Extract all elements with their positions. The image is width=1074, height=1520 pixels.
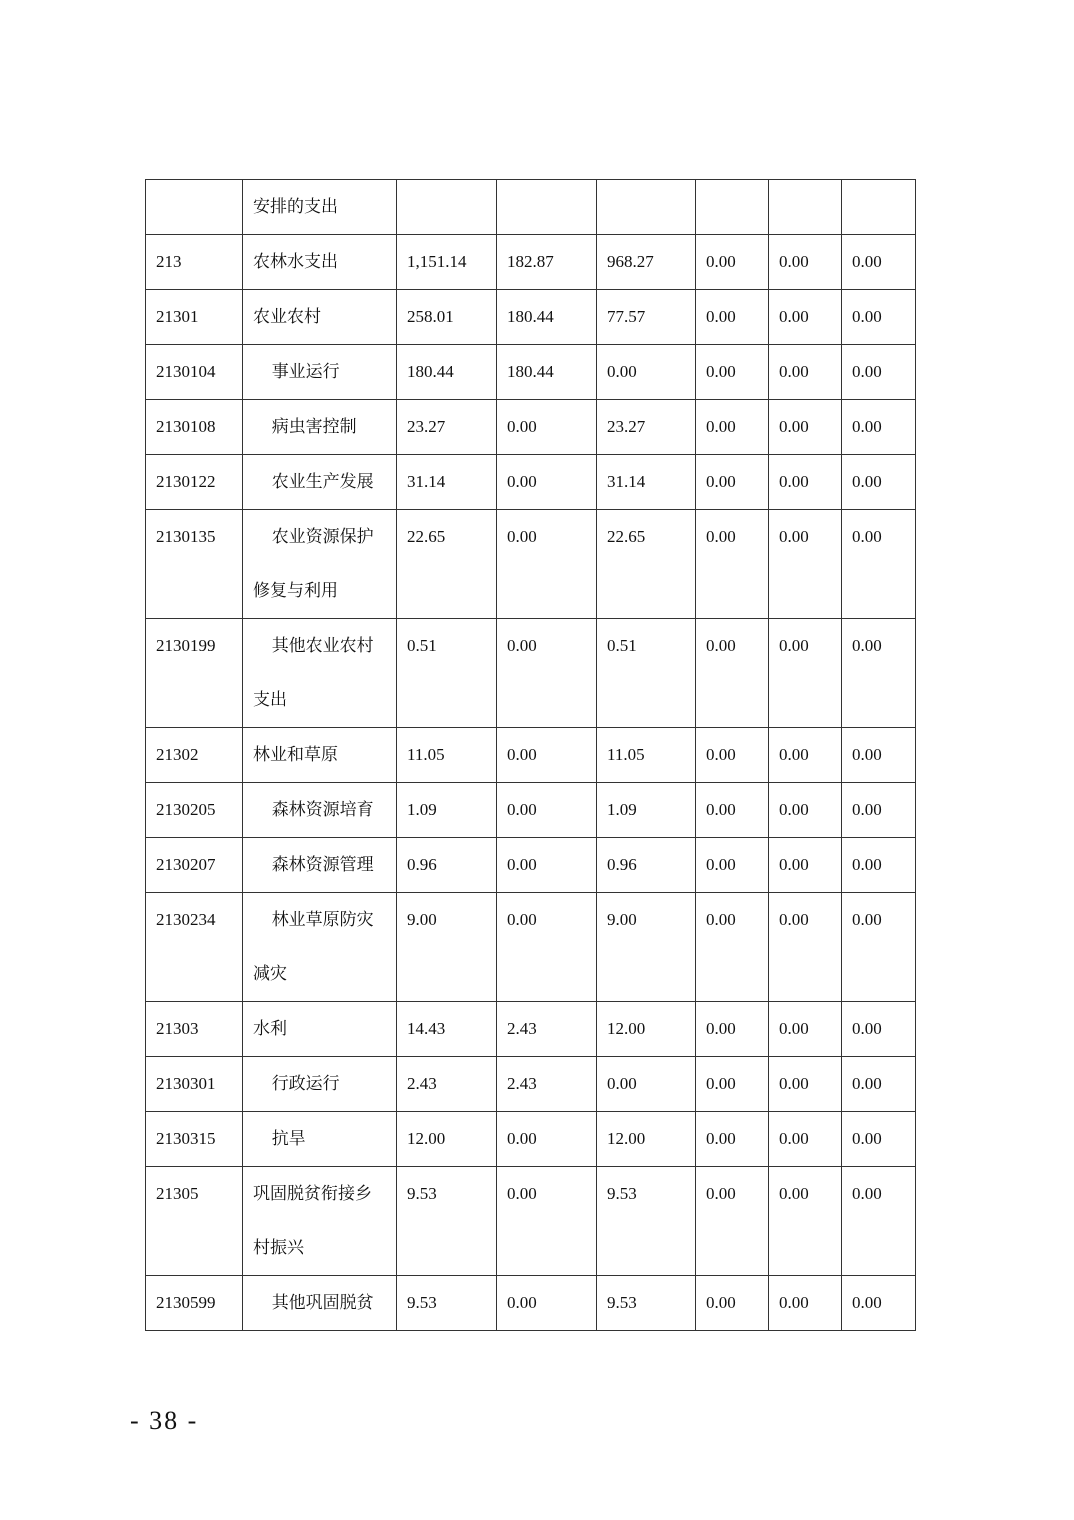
amount-cell: 0.00	[769, 510, 842, 619]
subject-name-cell: 农业农村	[243, 290, 397, 345]
amount-cell: 0.00	[497, 1112, 597, 1167]
amount-cell: 0.00	[842, 1057, 916, 1112]
amount-cell: 0.00	[769, 1167, 842, 1276]
subject-name-cell: 水利	[243, 1002, 397, 1057]
table-row	[146, 400, 916, 455]
amount-cell: 180.44	[497, 290, 597, 345]
amount-cell: 0.00	[696, 1112, 769, 1167]
table-row	[146, 619, 916, 728]
amount-cell: 180.44	[497, 345, 597, 400]
amount-cell: 0.00	[696, 455, 769, 510]
table-row	[146, 235, 916, 290]
subject-name-cell: 抗旱	[243, 1112, 397, 1167]
amount-cell: 0.00	[842, 838, 916, 893]
amount-cell: 0.00	[597, 1057, 696, 1112]
subject-code-cell: 2130207	[146, 838, 243, 893]
subject-name-cell: 其他巩固脱贫	[243, 1276, 397, 1331]
amount-cell: 0.00	[696, 1167, 769, 1276]
table-row	[146, 1167, 916, 1276]
table-row	[146, 893, 916, 1002]
amount-cell: 0.51	[597, 619, 696, 728]
amount-cell: 22.65	[397, 510, 497, 619]
amount-cell	[597, 180, 696, 235]
subject-name-cell: 森林资源管理	[243, 838, 397, 893]
amount-cell: 0.00	[842, 619, 916, 728]
subject-code-cell: 2130315	[146, 1112, 243, 1167]
amount-cell: 0.96	[397, 838, 497, 893]
amount-cell: 0.00	[842, 345, 916, 400]
amount-cell: 0.00	[696, 345, 769, 400]
amount-cell: 0.00	[769, 1112, 842, 1167]
amount-cell: 2.43	[497, 1057, 597, 1112]
amount-cell: 0.00	[696, 235, 769, 290]
amount-cell	[497, 180, 597, 235]
amount-cell: 0.00	[769, 290, 842, 345]
amount-cell: 0.00	[769, 619, 842, 728]
amount-cell: 182.87	[497, 235, 597, 290]
amount-cell: 0.00	[769, 728, 842, 783]
table-body	[146, 180, 916, 1331]
amount-cell: 31.14	[597, 455, 696, 510]
amount-cell	[842, 180, 916, 235]
amount-cell: 0.00	[769, 345, 842, 400]
table-row	[146, 455, 916, 510]
subject-code-cell: 2130234	[146, 893, 243, 1002]
amount-cell: 0.00	[696, 510, 769, 619]
amount-cell: 0.00	[842, 235, 916, 290]
subject-name-cell: 林业草原防灾减灾	[243, 893, 397, 1002]
amount-cell: 0.00	[769, 893, 842, 1002]
subject-code-cell: 21303	[146, 1002, 243, 1057]
budget-table	[145, 179, 916, 1331]
amount-cell: 0.00	[696, 838, 769, 893]
amount-cell: 0.00	[842, 1112, 916, 1167]
amount-cell: 14.43	[397, 1002, 497, 1057]
subject-code-cell: 2130205	[146, 783, 243, 838]
table-row	[146, 1057, 916, 1112]
amount-cell: 258.01	[397, 290, 497, 345]
subject-name-cell: 安排的支出	[243, 180, 397, 235]
amount-cell: 9.53	[397, 1167, 497, 1276]
subject-code-cell: 2130301	[146, 1057, 243, 1112]
amount-cell: 12.00	[397, 1112, 497, 1167]
subject-name-cell: 林业和草原	[243, 728, 397, 783]
amount-cell: 2.43	[397, 1057, 497, 1112]
amount-cell	[397, 180, 497, 235]
subject-code-cell: 21301	[146, 290, 243, 345]
subject-code-cell: 21302	[146, 728, 243, 783]
subject-name-cell: 农林水支出	[243, 235, 397, 290]
amount-cell: 0.00	[497, 1167, 597, 1276]
amount-cell: 0.00	[497, 400, 597, 455]
amount-cell: 9.53	[597, 1276, 696, 1331]
subject-code-cell: 21305	[146, 1167, 243, 1276]
amount-cell: 31.14	[397, 455, 497, 510]
table-row	[146, 1002, 916, 1057]
amount-cell: 0.00	[696, 728, 769, 783]
amount-cell: 0.00	[497, 783, 597, 838]
subject-code-cell: 2130135	[146, 510, 243, 619]
amount-cell: 0.00	[696, 1057, 769, 1112]
amount-cell: 1.09	[397, 783, 497, 838]
amount-cell: 0.00	[842, 783, 916, 838]
amount-cell: 12.00	[597, 1112, 696, 1167]
amount-cell: 12.00	[597, 1002, 696, 1057]
amount-cell: 0.00	[769, 1276, 842, 1331]
amount-cell: 1.09	[597, 783, 696, 838]
table-row	[146, 1112, 916, 1167]
amount-cell: 9.53	[597, 1167, 696, 1276]
table-row	[146, 728, 916, 783]
amount-cell: 0.00	[696, 290, 769, 345]
page-number: - 38 -	[130, 1406, 199, 1435]
subject-code-cell: 2130599	[146, 1276, 243, 1331]
amount-cell: 0.00	[696, 619, 769, 728]
amount-cell: 0.00	[769, 838, 842, 893]
amount-cell: 0.00	[696, 1276, 769, 1331]
amount-cell: 0.00	[769, 1002, 842, 1057]
amount-cell: 0.00	[769, 455, 842, 510]
amount-cell: 968.27	[597, 235, 696, 290]
subject-name-cell: 农业生产发展	[243, 455, 397, 510]
table-row	[146, 838, 916, 893]
amount-cell: 0.00	[497, 838, 597, 893]
amount-cell: 9.00	[397, 893, 497, 1002]
amount-cell: 11.05	[597, 728, 696, 783]
table-row	[146, 290, 916, 345]
amount-cell: 0.00	[842, 290, 916, 345]
subject-code-cell	[146, 180, 243, 235]
subject-code-cell: 2130122	[146, 455, 243, 510]
amount-cell: 0.00	[597, 345, 696, 400]
amount-cell: 0.00	[842, 455, 916, 510]
amount-cell: 0.00	[842, 510, 916, 619]
table-row	[146, 1276, 916, 1331]
subject-code-cell: 2130104	[146, 345, 243, 400]
amount-cell: 9.00	[597, 893, 696, 1002]
amount-cell: 0.00	[497, 619, 597, 728]
amount-cell: 0.00	[842, 400, 916, 455]
amount-cell: 0.00	[497, 1276, 597, 1331]
amount-cell: 0.00	[497, 893, 597, 1002]
table-row	[146, 345, 916, 400]
amount-cell: 0.00	[497, 455, 597, 510]
amount-cell: 0.00	[497, 510, 597, 619]
amount-cell	[696, 180, 769, 235]
table-row	[146, 510, 916, 619]
table-row	[146, 783, 916, 838]
amount-cell: 0.00	[769, 400, 842, 455]
table-row	[146, 180, 916, 235]
amount-cell: 9.53	[397, 1276, 497, 1331]
amount-cell: 0.00	[696, 1002, 769, 1057]
amount-cell: 180.44	[397, 345, 497, 400]
amount-cell: 1,151.14	[397, 235, 497, 290]
amount-cell: 0.51	[397, 619, 497, 728]
subject-name-cell: 其他农业农村支出	[243, 619, 397, 728]
subject-name-cell: 事业运行	[243, 345, 397, 400]
subject-code-cell: 2130108	[146, 400, 243, 455]
amount-cell: 22.65	[597, 510, 696, 619]
amount-cell: 0.00	[769, 235, 842, 290]
amount-cell: 0.00	[769, 783, 842, 838]
amount-cell: 0.96	[597, 838, 696, 893]
subject-name-cell: 巩固脱贫衔接乡村振兴	[243, 1167, 397, 1276]
amount-cell: 0.00	[696, 893, 769, 1002]
amount-cell: 0.00	[696, 400, 769, 455]
amount-cell: 0.00	[842, 1002, 916, 1057]
amount-cell: 2.43	[497, 1002, 597, 1057]
subject-code-cell: 213	[146, 235, 243, 290]
subject-name-cell: 行政运行	[243, 1057, 397, 1112]
amount-cell: 23.27	[397, 400, 497, 455]
subject-code-cell: 2130199	[146, 619, 243, 728]
amount-cell	[769, 180, 842, 235]
amount-cell: 0.00	[497, 728, 597, 783]
amount-cell: 0.00	[842, 1276, 916, 1331]
amount-cell: 77.57	[597, 290, 696, 345]
subject-name-cell: 森林资源培育	[243, 783, 397, 838]
amount-cell: 11.05	[397, 728, 497, 783]
amount-cell: 23.27	[597, 400, 696, 455]
amount-cell: 0.00	[842, 893, 916, 1002]
subject-name-cell: 病虫害控制	[243, 400, 397, 455]
amount-cell: 0.00	[769, 1057, 842, 1112]
amount-cell: 0.00	[842, 1167, 916, 1276]
amount-cell: 0.00	[842, 728, 916, 783]
amount-cell: 0.00	[696, 783, 769, 838]
subject-name-cell: 农业资源保护修复与利用	[243, 510, 397, 619]
